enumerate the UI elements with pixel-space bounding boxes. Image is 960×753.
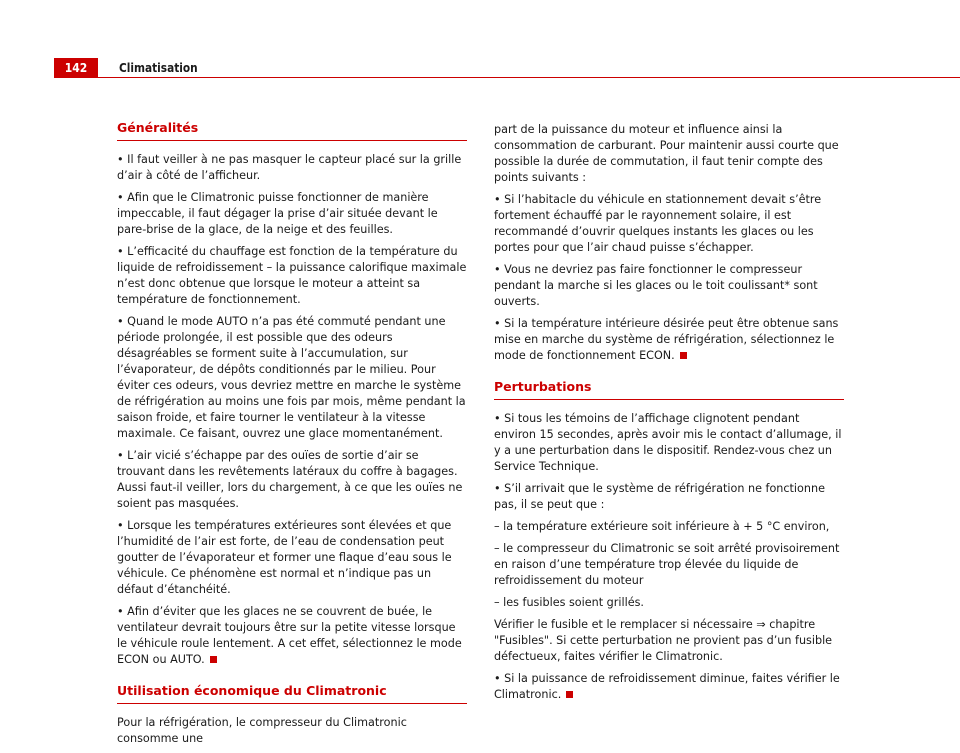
- paragraph: • L’efficacité du chauffage est fonction de la température du liquide de refroidissement – la puissance calorifique maximale n’est donc obtenue que lorsque le moteur a atteint sa température de fonctionnement.: [117, 245, 467, 306]
- paragraph-text: • Si la puissance de refroidissement diminue, faites vérifier le Climatronic.: [494, 672, 840, 701]
- paragraph: • S’il arrivait que le système de réfrigération ne fonctionne pas, il se peut que :: [494, 482, 825, 511]
- paragraph-text: • Afin d’éviter que les glaces ne se couvrent de buée, le ventilateur devrait toujours être sur la petite vitesse lorsque le véhicule roule lentement. A cet effet, sélectionnez le mode ECON ou AUTO.: [117, 605, 462, 666]
- paragraph: • Il faut veiller à ne pas masquer le capteur placé sur la grille d’air à côté de l’afficheur.: [117, 153, 462, 182]
- section-heading-utilisation: Utilisation économique du Climatronic: [117, 682, 467, 704]
- list-item: – la température extérieure soit inférieure à + 5 °C environ,: [494, 520, 830, 533]
- paragraph: • Si l’habitacle du véhicule en stationnement devait s’être fortement échauffé par le rayonnement solaire, il est recommandé d’ouvrir quelques instants les glaces ou les portes pour que l’air chaud puisse s’échapper.: [494, 193, 822, 254]
- paragraph: part de la puissance du moteur et influence ainsi la consommation de carburant. Pour maintenir aussi courte que possible la durée de commutation, il faut tenir compte des points suivants :: [494, 123, 839, 184]
- section-heading-perturbations: Perturbations: [494, 378, 844, 400]
- paragraph: • Lorsque les températures extérieures sont élevées et que l’humidité de l’air est forte, de l’eau de condensation peut goutter de l’évaporateur et former une flaque d’eau sous le véhicule. Ce phénomène est normal et n’indique pas un défaut d’étanchéité.: [117, 519, 452, 596]
- paragraph-text: • Si la température intérieure désirée peut être obtenue sans mise en marche du système de réfrigération, sélectionnez le mode de fonctionnement ECON.: [494, 317, 839, 362]
- list-item: – le compresseur du Climatronic se soit arrêté provisoirement en raison d’une température trop élevée du liquide de refroidissement du moteur: [494, 542, 840, 587]
- right-column: [494, 122, 844, 709]
- end-of-section-icon: [210, 656, 217, 663]
- running-header-title: Climatisation: [119, 61, 198, 75]
- paragraph-with-end-mark: [494, 671, 844, 703]
- paragraph: • Quand le mode AUTO n’a pas été commuté pendant une période prolongée, il est possible que des odeurs désagréables se forment suite à l’accumulation, sur l’évaporateur, de dépôts conditionnés par le milieu. Pour éviter ces odeurs, vous devriez mettre en marche le système de réfrigération au moins une fois par mois, même pendant la saison froide, et faire tourner le ventilateur à la vitesse maximale. Ce faisant, ouvrez une glace momentanément.: [117, 315, 466, 440]
- header-rule: [54, 77, 960, 78]
- page-number-badge: 142: [54, 58, 98, 78]
- list-item: – les fusibles soient grillés.: [494, 596, 644, 609]
- paragraph: • Afin que le Climatronic puisse fonctionner de manière impeccable, il faut dégager la prise d’air située devant le pare-brise de la glace, de la neige et des feuilles.: [117, 191, 438, 236]
- end-of-section-icon: [566, 691, 573, 698]
- paragraph-with-end-mark: [117, 604, 467, 668]
- end-of-section-icon: [680, 352, 687, 359]
- section-heading-generalites: Généralités: [117, 119, 467, 141]
- paragraph: Vérifier le fusible et le remplacer si nécessaire ⇒ chapitre "Fusibles". Si cette perturbation ne provient pas d’un fusible défectueux, faites vérifier le Climatronic.: [494, 618, 833, 663]
- paragraph: • Si tous les témoins de l’affichage clignotent pendant environ 15 secondes, après avoir mis le contact d’allumage, il y a une perturbation dans le dispositif. Rendez-vous chez un Service Technique.: [494, 412, 842, 473]
- paragraph: • L’air vicié s’échappe par des ouïes de sortie d’air se trouvant dans les revêtements latéraux du coffre à bagages. Aussi faut-il veiller, lors du chargement, à ce que les ouïes ne soient pas masquées.: [117, 449, 463, 510]
- paragraph-with-end-mark: [494, 316, 844, 364]
- page-header: [54, 58, 960, 78]
- left-column: [117, 119, 467, 753]
- paragraph: Pour la réfrigération, le compresseur du Climatronic consomme une: [117, 716, 407, 745]
- paragraph: • Vous ne devriez pas faire fonctionner le compresseur pendant la marche si les glaces ou le toit coulissant* sont ouverts.: [494, 263, 818, 308]
